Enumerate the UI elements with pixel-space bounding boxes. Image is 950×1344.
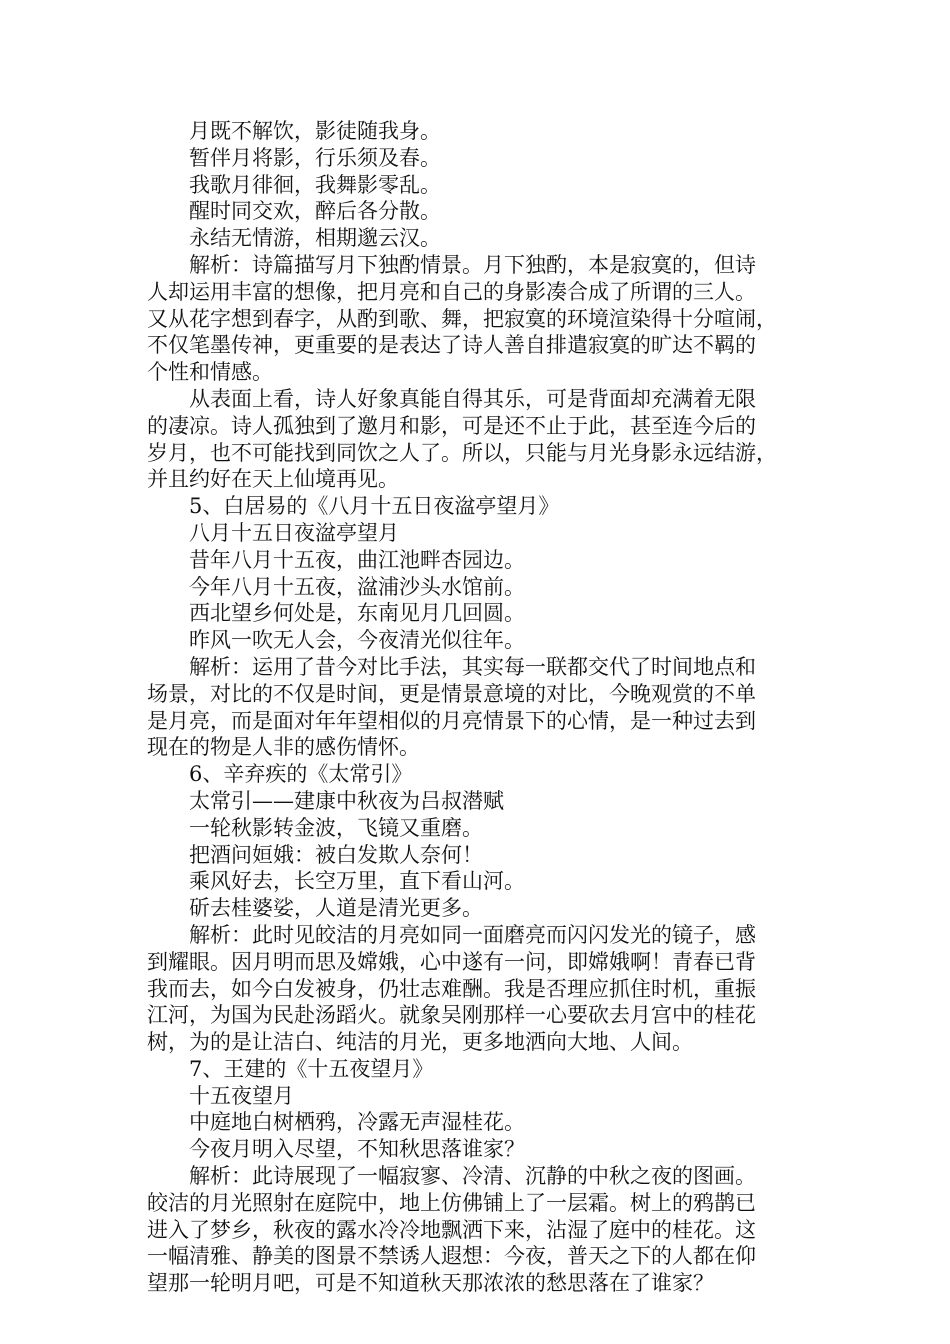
text-line: 醒时同交欢，醉后各分散。	[189, 199, 441, 224]
text-line: 进入了梦乡，秋夜的露水冷冷地飘洒下来，沾湿了庭中的桂花。这	[147, 1217, 756, 1242]
text-line: 解析：诗篇描写月下独酌情景。月下独酌，本是寂寞的，但诗	[189, 252, 756, 277]
text-line: 现在的物是人非的感伤情怀。	[147, 735, 420, 760]
text-line: 并且约好在天上仙境再见。	[147, 467, 399, 492]
text-line: 解析：运用了昔今对比手法，其实每一联都交代了时间地点和	[189, 654, 756, 679]
text-line: 乘风好去，长空万里，直下看山河。	[189, 869, 525, 894]
text-line: 是月亮，而是面对年年望相似的月亮情景下的心情，是一种过去到	[147, 708, 756, 733]
text-line: 不仅笔墨传神，更重要的是表达了诗人善自排遣寂寞的旷达不羁的	[147, 333, 756, 358]
text-line: 场景，对比的不仅是时间，更是情景意境的对比，今晚观赏的不单	[147, 681, 756, 706]
text-line: 永结无情游，相期邈云汉。	[189, 226, 441, 251]
text-line: 把酒问姮娥：被白发欺人奈何！	[189, 842, 483, 867]
poem-title: 太常引——建康中秋夜为吕叔潜赋	[189, 788, 504, 813]
text-line: 人却运用丰富的想像，把月亮和自己的身影凑合成了所谓的三人。	[147, 279, 756, 304]
text-line: 中庭地白树栖鸦，冷露无声湿桂花。	[189, 1110, 525, 1135]
text-line: 皎洁的月光照射在庭院中，地上仿佛铺上了一层霜。树上的鸦鹊已	[147, 1190, 756, 1215]
text-line: 又从花字想到春字，从酌到歌、舞，把寂寞的环境渲染得十分喧闹，	[147, 306, 777, 331]
text-line: 今夜月明入尽望，不知秋思落谁家？	[189, 1137, 525, 1162]
text-line: 今年八月十五夜，湓浦沙头水馆前。	[189, 574, 525, 599]
text-line: 我而去，如今白发被身，仍壮志难酬。我是否理应抓住时机，重振	[147, 976, 756, 1001]
text-line: 树，为的是让洁白、纯洁的月光，更多地洒向大地、人间。	[147, 1030, 693, 1055]
text-line: 昔年八月十五夜，曲江池畔杏园边。	[189, 547, 525, 572]
text-line: 岁月，也不可能找到同饮之人了。所以，只能与月光身影永远结游，	[147, 440, 777, 465]
text-line: 一轮秋影转金波，飞镜又重磨。	[189, 815, 483, 840]
text-line: 从表面上看，诗人好象真能自得其乐，可是背面却充满着无限	[189, 386, 756, 411]
text-line: 我歌月徘徊，我舞影零乱。	[189, 172, 441, 197]
section-heading: 6、辛弃疾的《太常引》	[189, 762, 413, 787]
text-line: 望那一轮明月吧，可是不知道秋天那浓浓的愁思落在了谁家？	[147, 1271, 714, 1296]
section-heading: 7、王建的《十五夜望月》	[189, 1056, 434, 1081]
text-line: 到耀眼。因月明而思及嫦娥，心中遂有一问，即嫦娥啊！青春已背	[147, 949, 756, 974]
poem-title: 八月十五日夜湓亭望月	[189, 520, 399, 545]
text-line: 斫去桂婆娑，人道是清光更多。	[189, 896, 483, 921]
text-line: 解析：此诗展现了一幅寂寥、冷清、沉静的中秋之夜的图画。	[189, 1164, 756, 1189]
text-line: 一幅清雅、静美的图景不禁诱人遐想：今夜，普天之下的人都在仰	[147, 1244, 756, 1269]
document-page	[147, 118, 811, 1297]
section-heading: 5、白居易的《八月十五日夜湓亭望月》	[189, 494, 560, 519]
text-line: 西北望乡何处是，东南见月几回圆。	[189, 601, 525, 626]
text-line: 江河，为国为民赴汤蹈火。就象吴刚那样一心要砍去月宫中的桂花	[147, 1003, 756, 1028]
text-line: 的凄凉。诗人孤独到了邀月和影，可是还不止于此，甚至连今后的	[147, 413, 756, 438]
text-line: 昨风一吹无人会，今夜清光似往年。	[189, 628, 525, 653]
text-line: 个性和情感。	[147, 360, 273, 385]
poem-title: 十五夜望月	[189, 1083, 294, 1108]
text-line: 暂伴月将影，行乐须及春。	[189, 145, 441, 170]
text-line: 解析：此时见皎洁的月亮如同一面磨亮而闪闪发光的镜子，感	[189, 922, 756, 947]
text-line: 月既不解饮，影徒随我身。	[189, 119, 441, 143]
